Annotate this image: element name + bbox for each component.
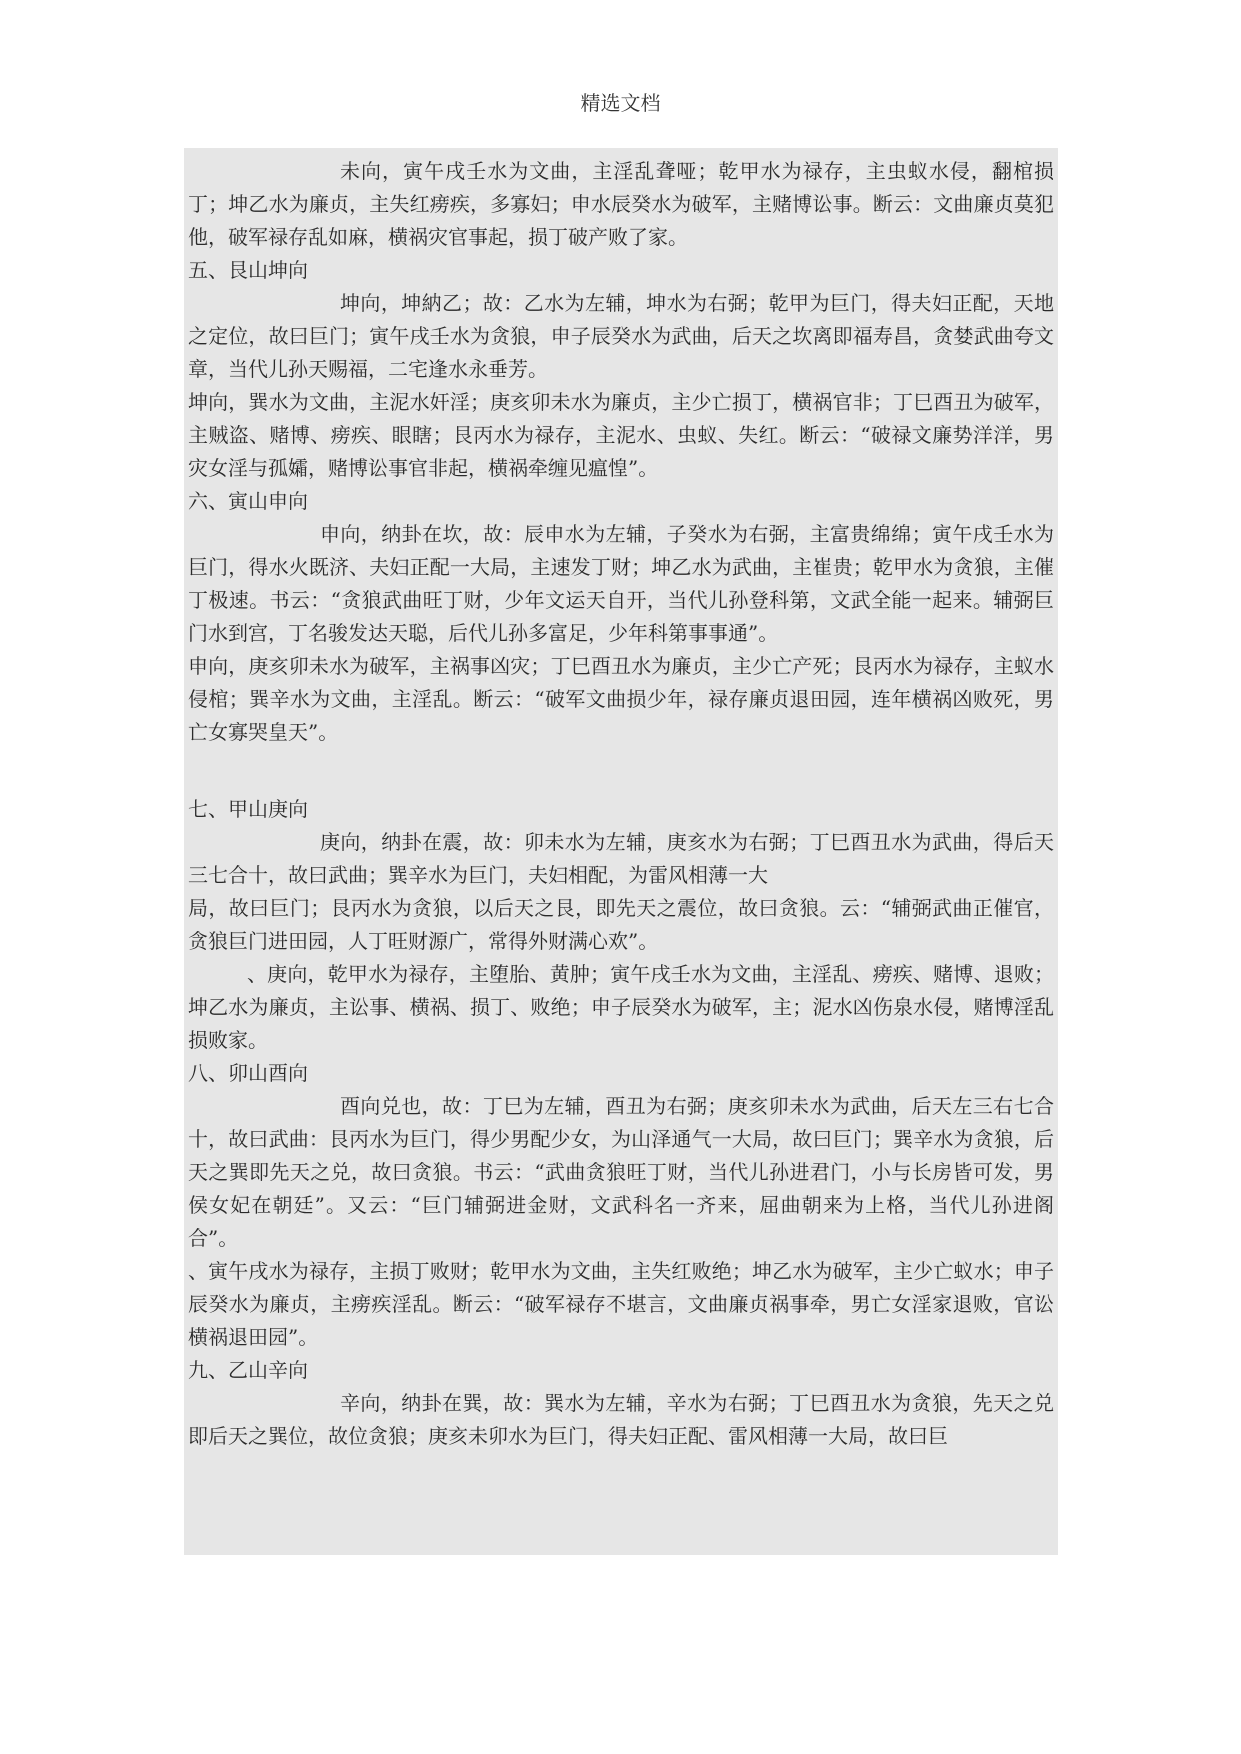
section-heading: 七、甲山庚向 bbox=[188, 797, 308, 821]
paragraph: 辛向，纳卦在巽，故：巽水为左辅，辛水为右弼；丁巳酉丑水为贪狼，先天之兑即后天之巽位，故位贪狼；庚亥未卯水为巨门，得夫妇正配、雷风相薄一大局，故曰巨 bbox=[188, 1391, 1054, 1448]
paragraph: 庚向，纳卦在震，故：卯未水为左辅，庚亥水为右弼；丁巳酉丑水为武曲，得后天三七合十，故曰武曲；巽辛水为巨门，夫妇相配，为雷风相薄一大 bbox=[188, 830, 1054, 887]
section-heading: 九、乙山辛向 bbox=[188, 1358, 308, 1382]
paragraph: 申向，纳卦在坎，故：辰申水为左辅，子癸水为右弼，主富贵绵绵；寅午戌壬水为巨门，得水火既济、夫妇正配一大局，主速发丁财；坤乙水为武曲，主崔贵；乾甲水为贪狼，主催丁极速。书云：“贪狼武曲旺丁财，少年文运天自开，当代儿孙登科第，文武全能一起来。辅弼巨门水到宫，丁名骏发达天聪，后代儿孙多富足，少年科第事事通”。 bbox=[188, 522, 1054, 645]
paragraph: 、寅午戌水为禄存，主损丁败财；乾甲水为文曲，主失红败绝；坤乙水为破军，主少亡蚁水；申子辰癸水为廉贞，主痨疾淫乱。断云：“破军禄存不堪言，文曲廉贞祸事牵，男亡女淫家退败，官讼横祸退田园”。 bbox=[188, 1259, 1054, 1349]
paragraph: 未向，寅午戌壬水为文曲，主淫乱聋哑；乾甲水为禄存，主虫蚁水侵，翻棺损丁；坤乙水为廉贞，主失红痨疾，多寡妇；申水辰癸水为破军，主赌博讼事。断云：文曲廉贞莫犯他，破军禄存乱如麻，横祸灾官事起，损丁破产败了家。 bbox=[188, 159, 1054, 249]
paragraph: 申向，庚亥卯未水为破军，主祸事凶灾；丁巳酉丑水为廉贞，主少亡产死；艮丙水为禄存，主蚁水侵棺；巽辛水为文曲，主淫乱。断云：“破军文曲损少年，禄存廉贞退田园，连年横祸凶败死，男亡女寡哭皇天”。 bbox=[188, 654, 1054, 744]
document-body bbox=[184, 148, 1058, 1555]
paragraph: 、庚向，乾甲水为禄存，主堕胎、黄肿；寅午戌壬水为文曲，主淫乱、痨疾、赌博、退败；坤乙水为廉贞，主讼事、横祸、损丁、败绝；申子辰癸水为破军，主；泥水凶伤泉水侵，赌博淫乱损败家。 bbox=[188, 962, 1054, 1052]
section-heading: 五、艮山坤向 bbox=[188, 258, 308, 282]
section-heading: 六、寅山申向 bbox=[188, 489, 308, 513]
page-header: 精选文档 bbox=[580, 91, 661, 115]
section-heading: 八、卯山酉向 bbox=[188, 1061, 308, 1085]
paragraph: 坤向，坤納乙；故：乙水为左辅，坤水为右弼；乾甲为巨门，得夫妇正配，天地之定位，故曰巨门；寅午戌壬水为贪狼，申子辰癸水为武曲，后天之坎离即福寿昌，贪婪武曲夸文章，当代儿孙天赐福，二宅逢水永垂芳。 bbox=[188, 291, 1054, 381]
spacer bbox=[188, 749, 1054, 793]
paragraph: 酉向兑也，故：丁巳为左辅，酉丑为右弼；庚亥卯未水为武曲，后天左三右七合十，故曰武曲：艮丙水为巨门，得少男配少女，为山泽通气一大局，故曰巨门；巽辛水为贪狼，后天之巽即先天之兑，故曰贪狼。书云：“武曲贪狼旺丁财，当代儿孙进君门，小与长房皆可发，男侯女妃在朝廷”。又云：“巨门辅弼进金财，文武科名一齐来，屈曲朝来为上格，当代儿孙进阁合”。 bbox=[188, 1094, 1054, 1250]
paragraph: 坤向，巽水为文曲，主泥水奸淫；庚亥卯未水为廉贞，主少亡损丁，横祸官非；丁巳酉丑为破军，主贼盗、赌博、痨疾、眼瞎；艮丙水为禄存，主泥水、虫蚁、失红。断云：“破禄文廉势洋洋，男灾女淫与孤孀，赌博讼事官非起，横祸牵缠见瘟惶”。 bbox=[188, 390, 1054, 480]
paragraph: 局，故曰巨门；艮丙水为贪狼，以后天之艮，即先天之震位，故曰贪狼。云：“辅弼武曲正催官，贪狼巨门进田园，人丁旺财源广，常得外财满心欢”。 bbox=[188, 896, 1054, 953]
